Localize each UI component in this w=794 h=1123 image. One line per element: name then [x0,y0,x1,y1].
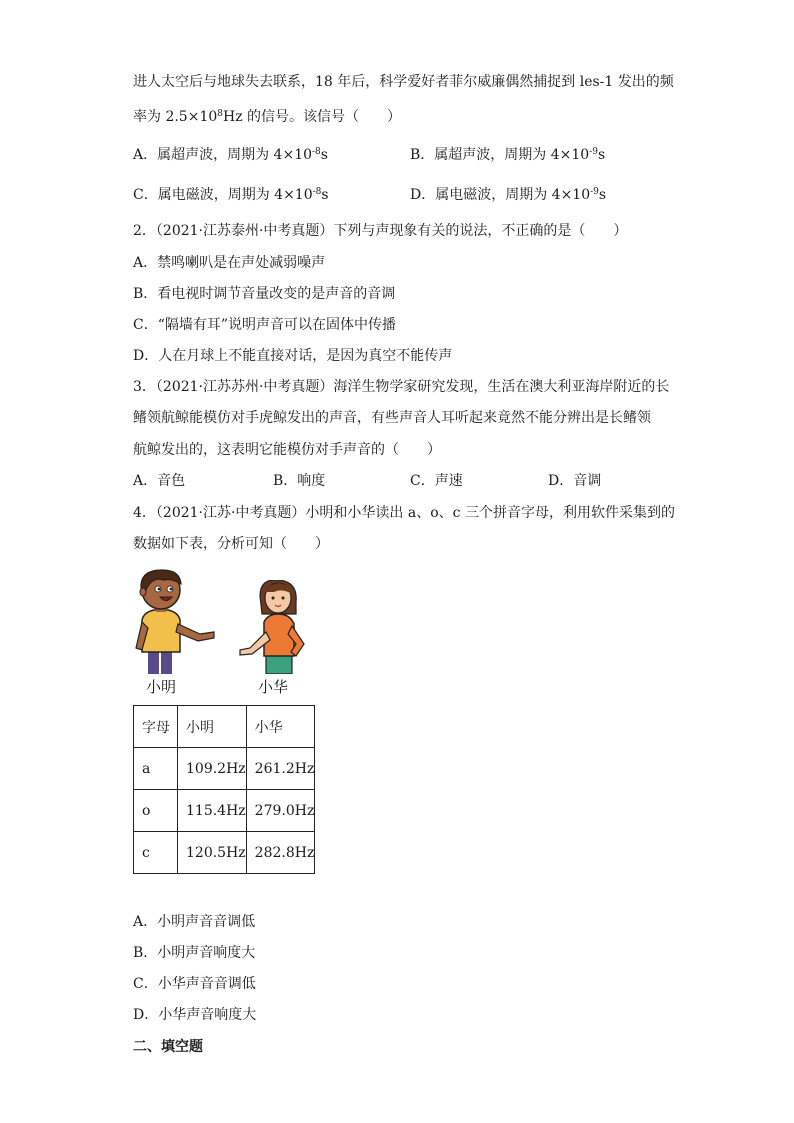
table-cell: 261.2Hz [246,748,315,790]
girl-caption: 小华 [258,678,289,696]
q3-option-b: B．响度 [273,473,326,489]
table-header-cell: 小明 [178,706,247,748]
q3-stem-line2: 鳍领航鲸能模仿对手虎鲸发出的声音，有些声音人耳听起来竟然不能分辨出是长鳍领 [133,410,651,426]
table-header-row [134,706,315,748]
q4-option-a: A．小明声音音调低 [133,914,256,930]
q4-option-d: D．小华声音响度大 [133,1007,257,1023]
table-cell: 282.8Hz [246,832,315,874]
q1-option-d: D．属电磁波，周期为 $4\times 10^{-9}s$ [410,187,607,203]
table-cell: a [134,748,178,790]
table-cell: 120.5Hz [178,832,247,874]
q1-stem-line2: 率为 $2.5\times 10^8Hz$ 的信号。该信号（ ） [133,109,402,125]
q3-stem-line3: 航鲸发出的，这表明它能模仿对手声音的（ ） [133,442,441,458]
q4-stem-line2: 数据如下表，分析可知（ ） [133,536,329,552]
table-header-cell: 字母 [134,706,178,748]
table-header-cell: 小华 [246,706,315,748]
table-row [134,748,315,790]
q2-option-a: A．禁鸣喇叭是在声处减弱噪声 [133,255,326,271]
q3-option-c: C．声速 [410,473,463,489]
q3-option-a: A．音色 [133,473,186,489]
table-cell: 279.0Hz [246,790,315,832]
q2-option-d: D．人在月球上不能直接对话，是因为真空不能传声 [133,348,453,364]
girl-illustration [236,580,310,674]
q4-stem-line1: 4．（2021·江苏·中考真题）小明和小华读出 a、o、c 三个拼音字母，利用软件采集到的 [133,505,675,521]
q2-option-b: B．看电视时调节音量改变的是声音的音调 [133,286,396,302]
table-cell: 115.4Hz [178,790,247,832]
q4-option-c: C．小华声音音调低 [133,976,256,992]
q4-option-b: B．小明声音响度大 [133,945,256,961]
q1-option-c: C．属电磁波，周期为 $4\times 10^{-8}s$ [133,187,329,203]
table-cell: 109.2Hz [178,748,247,790]
table-cell: o [134,790,178,832]
section-title-fill-in-blank: 二、填空题 [133,1039,203,1055]
q2-stem: 2．（2021·江苏泰州·中考真题）下列与声现象有关的说法，不正确的是（ ） [133,223,628,239]
q1-stem-line1: 进人太空后与地球失去联系，18 年后，科学爱好者菲尔威廉偶然捕捉到 les-1 发出的频 [133,74,674,90]
q2-option-c: C．“隔墙有耳”说明声音可以在固体中传播 [133,317,397,333]
q3-stem-line1: 3．（2021·江苏苏州·中考真题）海洋生物学家研究发现，生活在澳大利亚海岸附近的长 [133,379,670,395]
boy-caption: 小明 [146,678,177,696]
frequency-table [133,705,315,874]
table-row [134,832,315,874]
q1-option-b: B．属超声波，周期为 $4\times 10^{-9}s$ [410,147,606,163]
q3-option-d: D．音调 [548,473,602,489]
table-row [134,790,315,832]
table-cell: c [134,832,178,874]
boy-illustration [128,568,220,674]
q1-option-a: A．属超声波，周期为 $4\times 10^{-8}s$ [133,147,328,163]
